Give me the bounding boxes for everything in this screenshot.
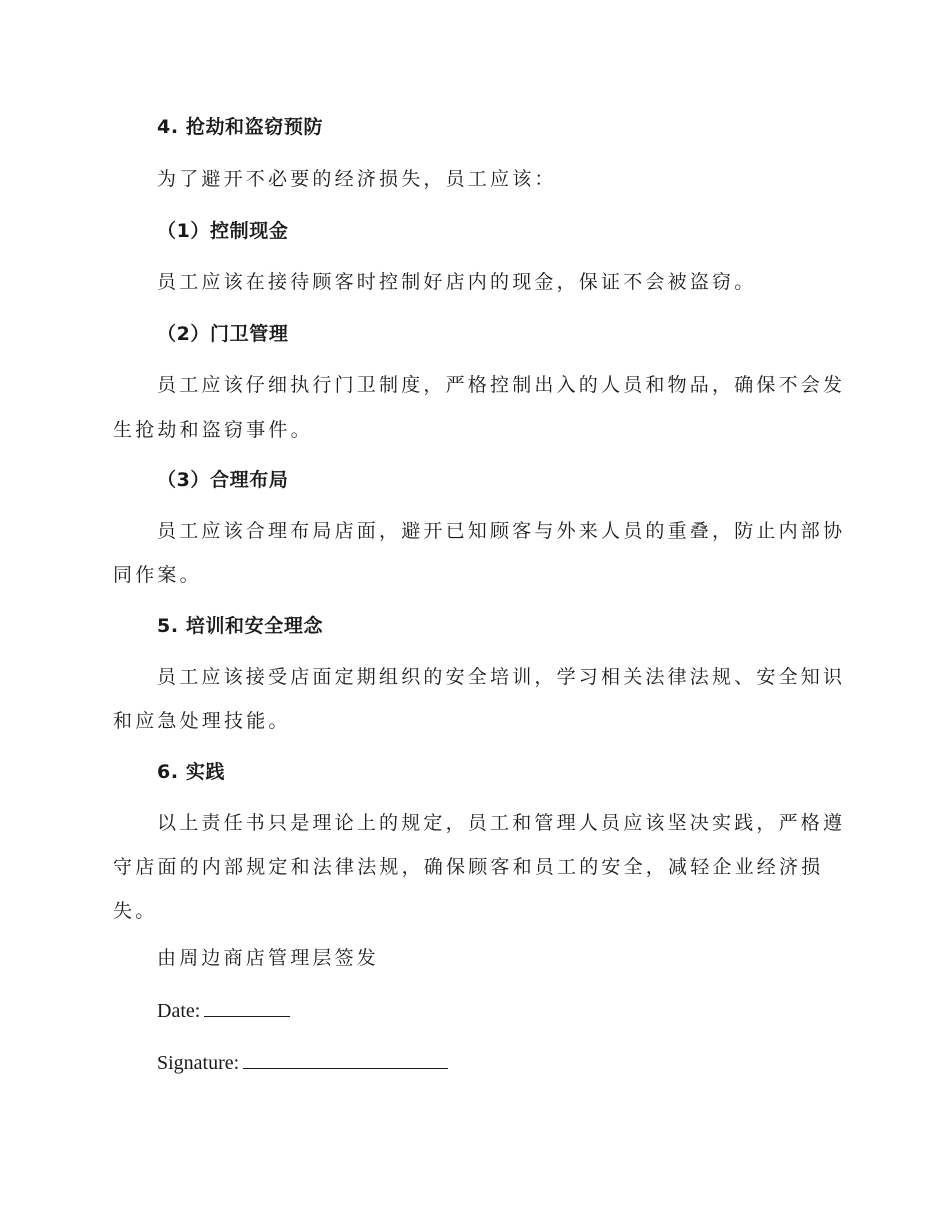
date-label: Date:: [157, 1000, 201, 1022]
date-line: [157, 999, 290, 1023]
item-1-text: 员工应该在接待顾客时控制好店内的现金，保证不会被盗窃。: [157, 271, 757, 293]
item-2-text-line-2: 生抢劫和盗窃事件。: [113, 419, 313, 441]
signature-line: [157, 1051, 448, 1075]
item-3-text-line-2: 同作案。: [113, 564, 202, 586]
signature-blank-field: [243, 1067, 448, 1069]
item-2-text-line-1: 员工应该仔细执行门卫制度，严格控制出入的人员和物品，确保不会发: [157, 374, 846, 396]
section-5-text-line-2: 和应急处理技能。: [113, 710, 291, 732]
issuer-line: 由周边商店管理层签发: [157, 947, 380, 969]
section-6-text-line-3: 失。: [113, 900, 158, 922]
item-3-text-line-1: 员工应该合理布局店面，避开已知顾客与外来人员的重叠，防止内部协: [157, 520, 846, 542]
signature-label: Signature:: [157, 1052, 240, 1074]
item-1-heading: （1）控制现金: [157, 220, 289, 242]
section-6-heading: 6. 实践: [157, 761, 226, 783]
item-2-heading: （2）门卫管理: [157, 323, 289, 345]
item-3-heading: （3）合理布局: [157, 469, 289, 491]
section-5-text-line-1: 员工应该接受店面定期组织的安全培训，学习相关法律法规、安全知识: [157, 666, 846, 688]
date-blank-field: [204, 1015, 290, 1017]
section-4-intro: 为了避开不必要的经济损失，员工应该：: [157, 168, 557, 190]
section-6-text-line-1: 以上责任书只是理论上的规定，员工和管理人员应该坚决实践，严格遵: [157, 812, 846, 834]
section-5-heading: 5. 培训和安全理念: [157, 615, 324, 637]
section-6-text-line-2: 守店面的内部规定和法律法规，确保顾客和员工的安全，减轻企业经济损: [113, 856, 824, 878]
section-4-heading: 4. 抢劫和盗窃预防: [157, 116, 324, 138]
